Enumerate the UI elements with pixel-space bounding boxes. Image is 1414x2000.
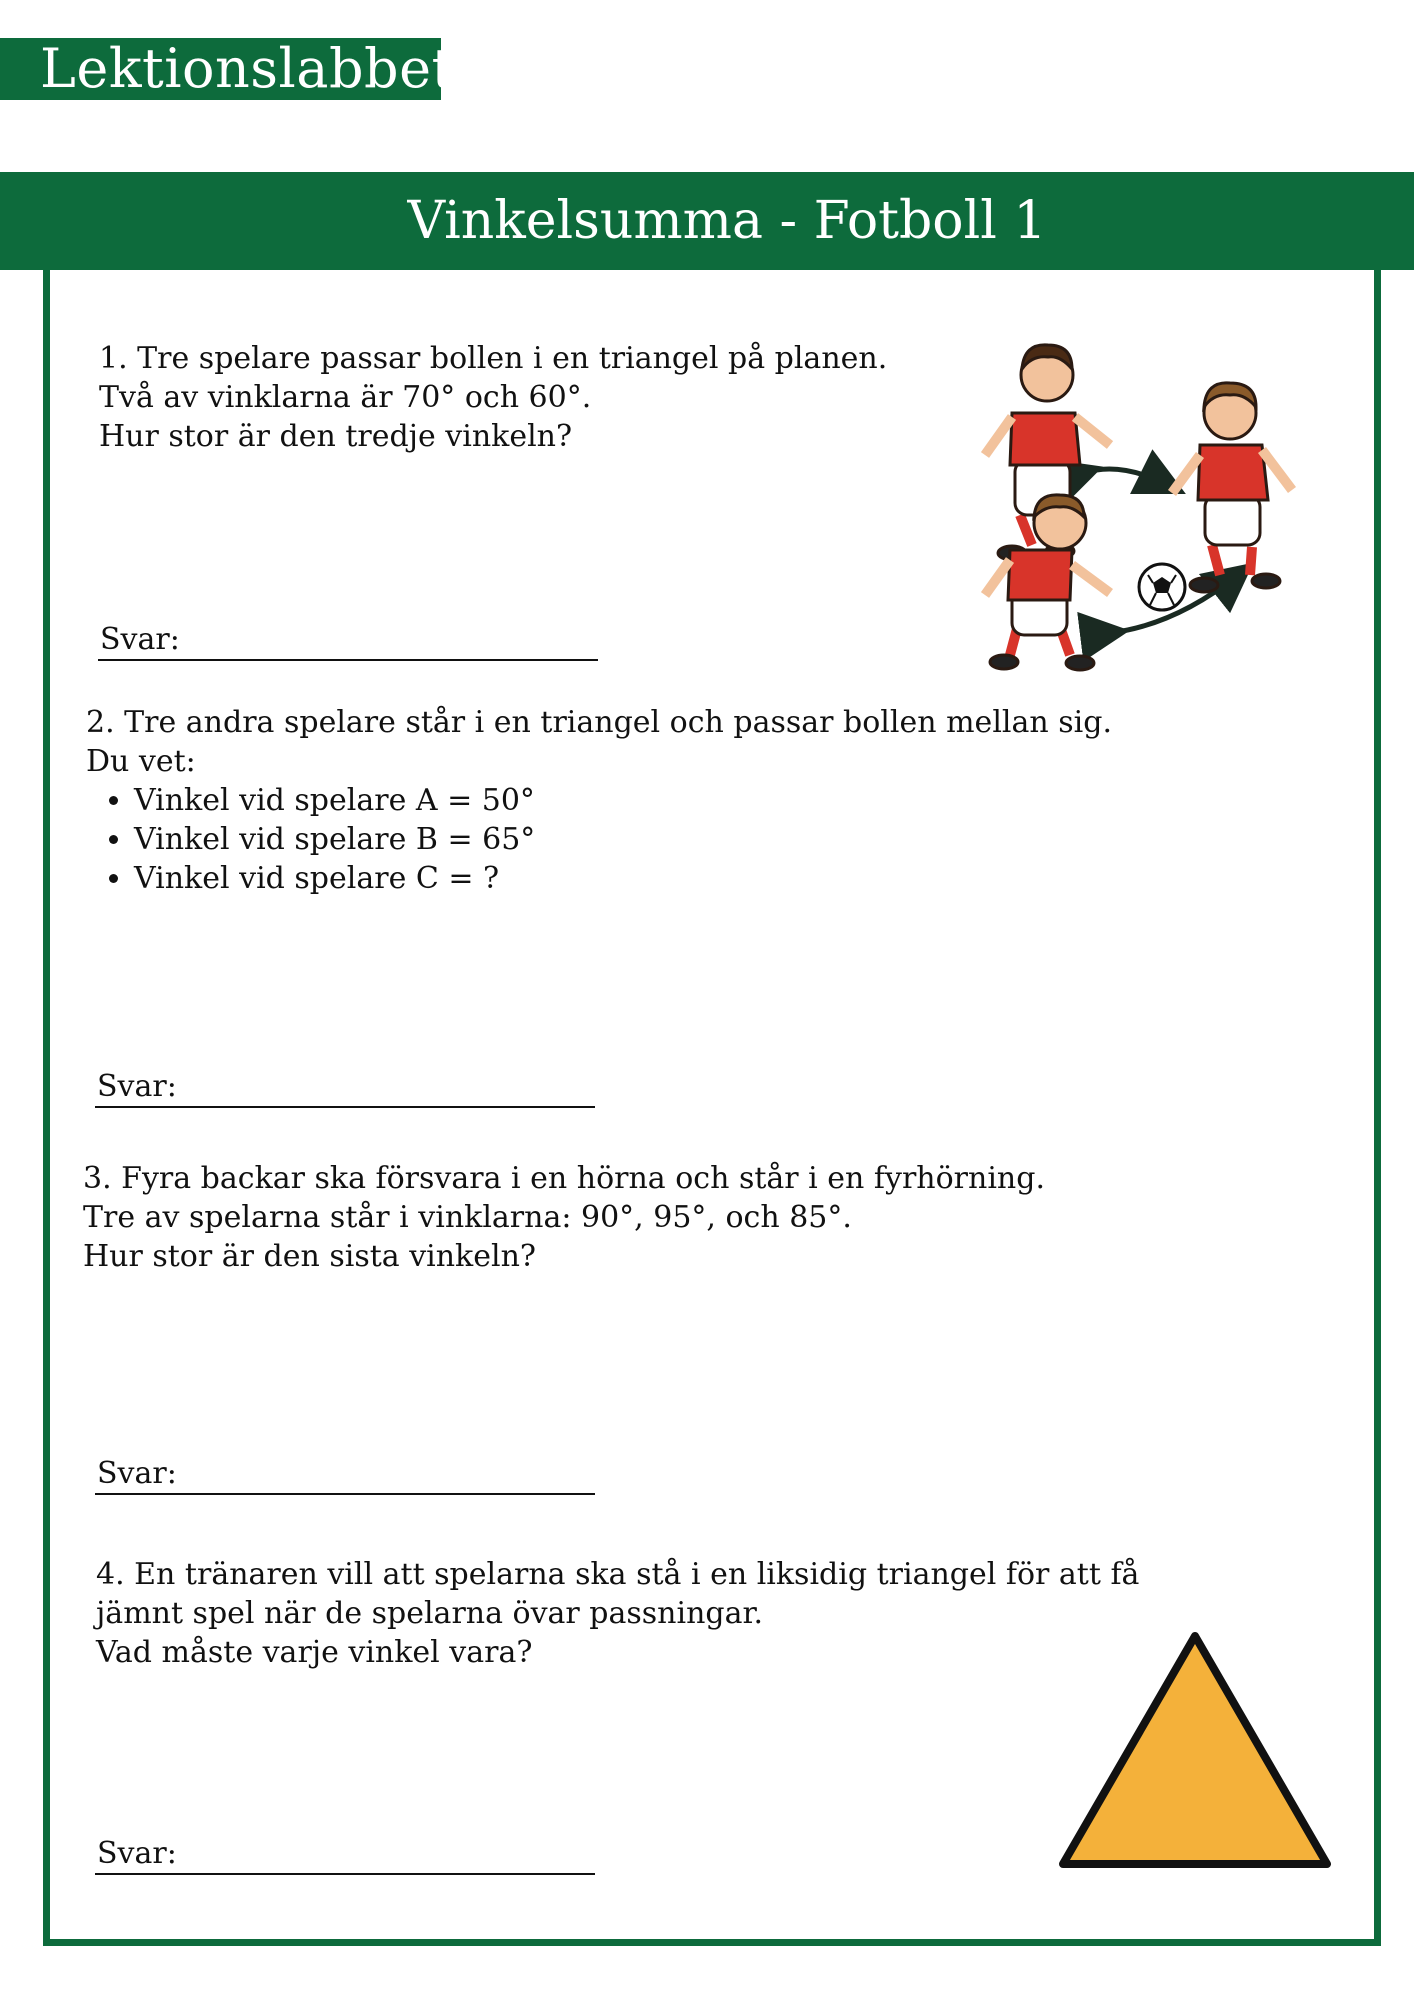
question-3-line: Hur stor är den sista vinkeln?	[83, 1239, 536, 1274]
question-3-line: Tre av spelarna står i vinklarna: 90°, 95°, och 85°.	[83, 1200, 852, 1235]
question-4-line: 4. En tränaren vill att spelarna ska stå i en liksidig triangel för att få	[96, 1557, 1140, 1592]
player-3	[985, 495, 1110, 670]
answer-label: Svar:	[97, 1836, 177, 1871]
question-4-line: jämnt spel när de spelarna övar passningar.	[96, 1596, 764, 1631]
question-2-list	[86, 781, 1112, 898]
question-4	[96, 1555, 1139, 1672]
question-1-line: Hur stor är den tredje vinkeln?	[99, 419, 573, 454]
answer-field-2[interactable]	[95, 1066, 595, 1108]
answer-label: Svar:	[100, 622, 180, 657]
question-3-line: 3. Fyra backar ska försvara i en hörna och står i en fyrhörning.	[83, 1161, 1045, 1196]
brand-logo: Lektionslabbet	[0, 38, 441, 100]
player-2	[1172, 383, 1292, 592]
list-item: • Vinkel vid spelare A = 50°	[134, 781, 1112, 820]
answer-line	[95, 1106, 595, 1108]
answer-field-1[interactable]	[98, 619, 598, 661]
answer-label: Svar:	[97, 1069, 177, 1104]
list-item: • Vinkel vid spelare C = ?	[134, 859, 1112, 898]
answer-field-3[interactable]	[95, 1453, 595, 1495]
list-item: • Vinkel vid spelare B = 65°	[134, 820, 1112, 859]
answer-line	[95, 1493, 595, 1495]
question-2-line: 2. Tre andra spelare står i en triangel och passar bollen mellan sig.	[86, 705, 1112, 740]
question-4-line: Vad måste varje vinkel vara?	[96, 1635, 533, 1670]
answer-label: Svar:	[97, 1456, 177, 1491]
page-title: Vinkelsumma - Fotboll 1	[0, 172, 1414, 270]
question-2-line: Du vet:	[86, 744, 196, 779]
soccer-ball-icon	[1139, 564, 1185, 610]
question-1-line: Två av vinklarna är 70° och 60°.	[99, 380, 592, 415]
equilateral-triangle-illustration	[1055, 1628, 1335, 1873]
question-1-line: 1. Tre spelare passar bollen i en triangel på planen.	[99, 341, 888, 376]
question-1	[99, 339, 887, 456]
question-2	[86, 703, 1112, 898]
football-players-illustration	[960, 325, 1315, 675]
answer-line	[95, 1873, 595, 1875]
answer-line	[98, 659, 598, 661]
answer-field-4[interactable]	[95, 1833, 595, 1875]
question-3	[83, 1159, 1045, 1276]
